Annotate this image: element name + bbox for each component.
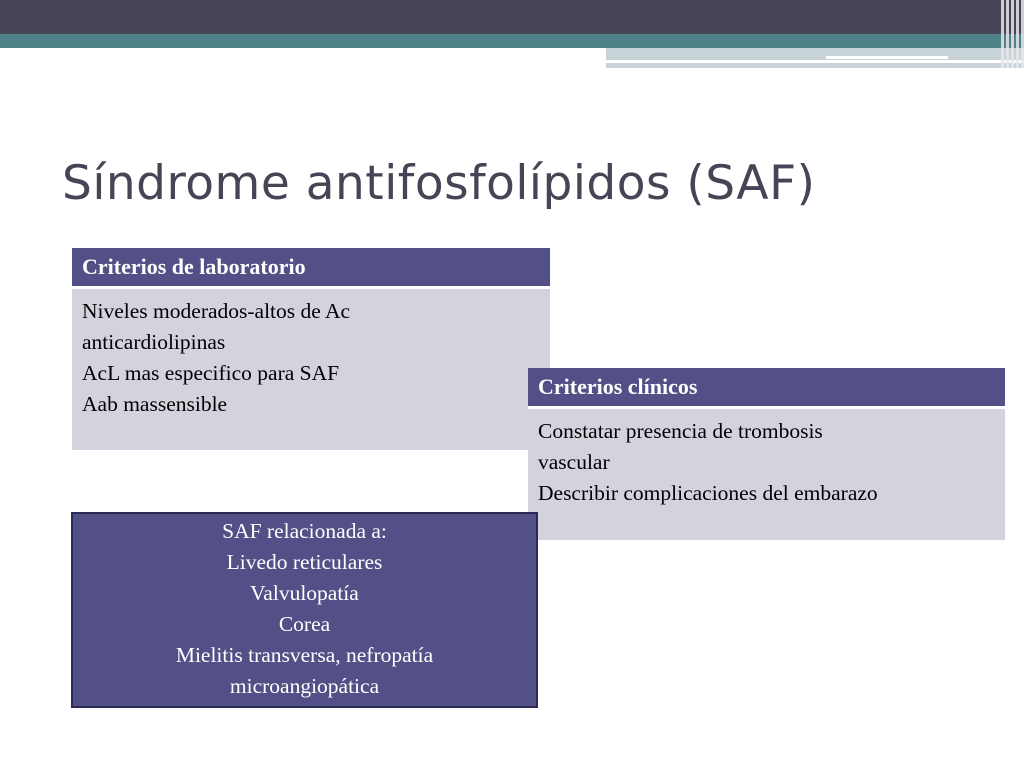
associated-line: SAF relacionada a:	[222, 519, 387, 543]
header-white-line	[826, 56, 948, 59]
lab-criteria-line: Aab massensible	[82, 392, 228, 416]
associated-line: Valvulopatía	[250, 581, 359, 605]
clinical-criteria-line: Constatar presencia de trombosis	[538, 419, 823, 443]
header-light-bar-thin	[606, 63, 1024, 68]
associated-line: Corea	[278, 612, 331, 636]
lab-criteria-body	[72, 289, 550, 450]
associated-line: microangiopática	[229, 674, 380, 698]
header-stripes	[994, 0, 1024, 68]
clinical-criteria-line: vascular	[538, 450, 610, 474]
associated-line: Livedo reticulares	[226, 550, 383, 574]
clinical-criteria-body	[528, 409, 1005, 540]
header-dark-bar	[0, 0, 1024, 34]
slide-title: Síndrome antifosfolípidos (SAF)	[62, 156, 816, 211]
header-teal-bar	[0, 34, 1024, 48]
lab-criteria-line: AcL mas especifico para SAF	[82, 361, 340, 385]
clinical-criteria-header: Criterios clínicos	[528, 368, 1005, 409]
associated-line: Mielitis transversa, nefropatía	[175, 643, 434, 667]
lab-criteria-header: Criterios de laboratorio	[72, 248, 550, 289]
clinical-criteria-line: Describir complicaciones del embarazo	[538, 481, 878, 505]
lab-criteria-line: anticardiolipinas	[82, 330, 226, 354]
clinical-criteria-table	[528, 368, 1005, 540]
associated-conditions-box	[71, 512, 538, 708]
header-light-bar	[606, 48, 1024, 60]
lab-criteria-line: Niveles moderados-altos de Ac	[82, 299, 351, 323]
lab-criteria-table	[72, 248, 550, 450]
